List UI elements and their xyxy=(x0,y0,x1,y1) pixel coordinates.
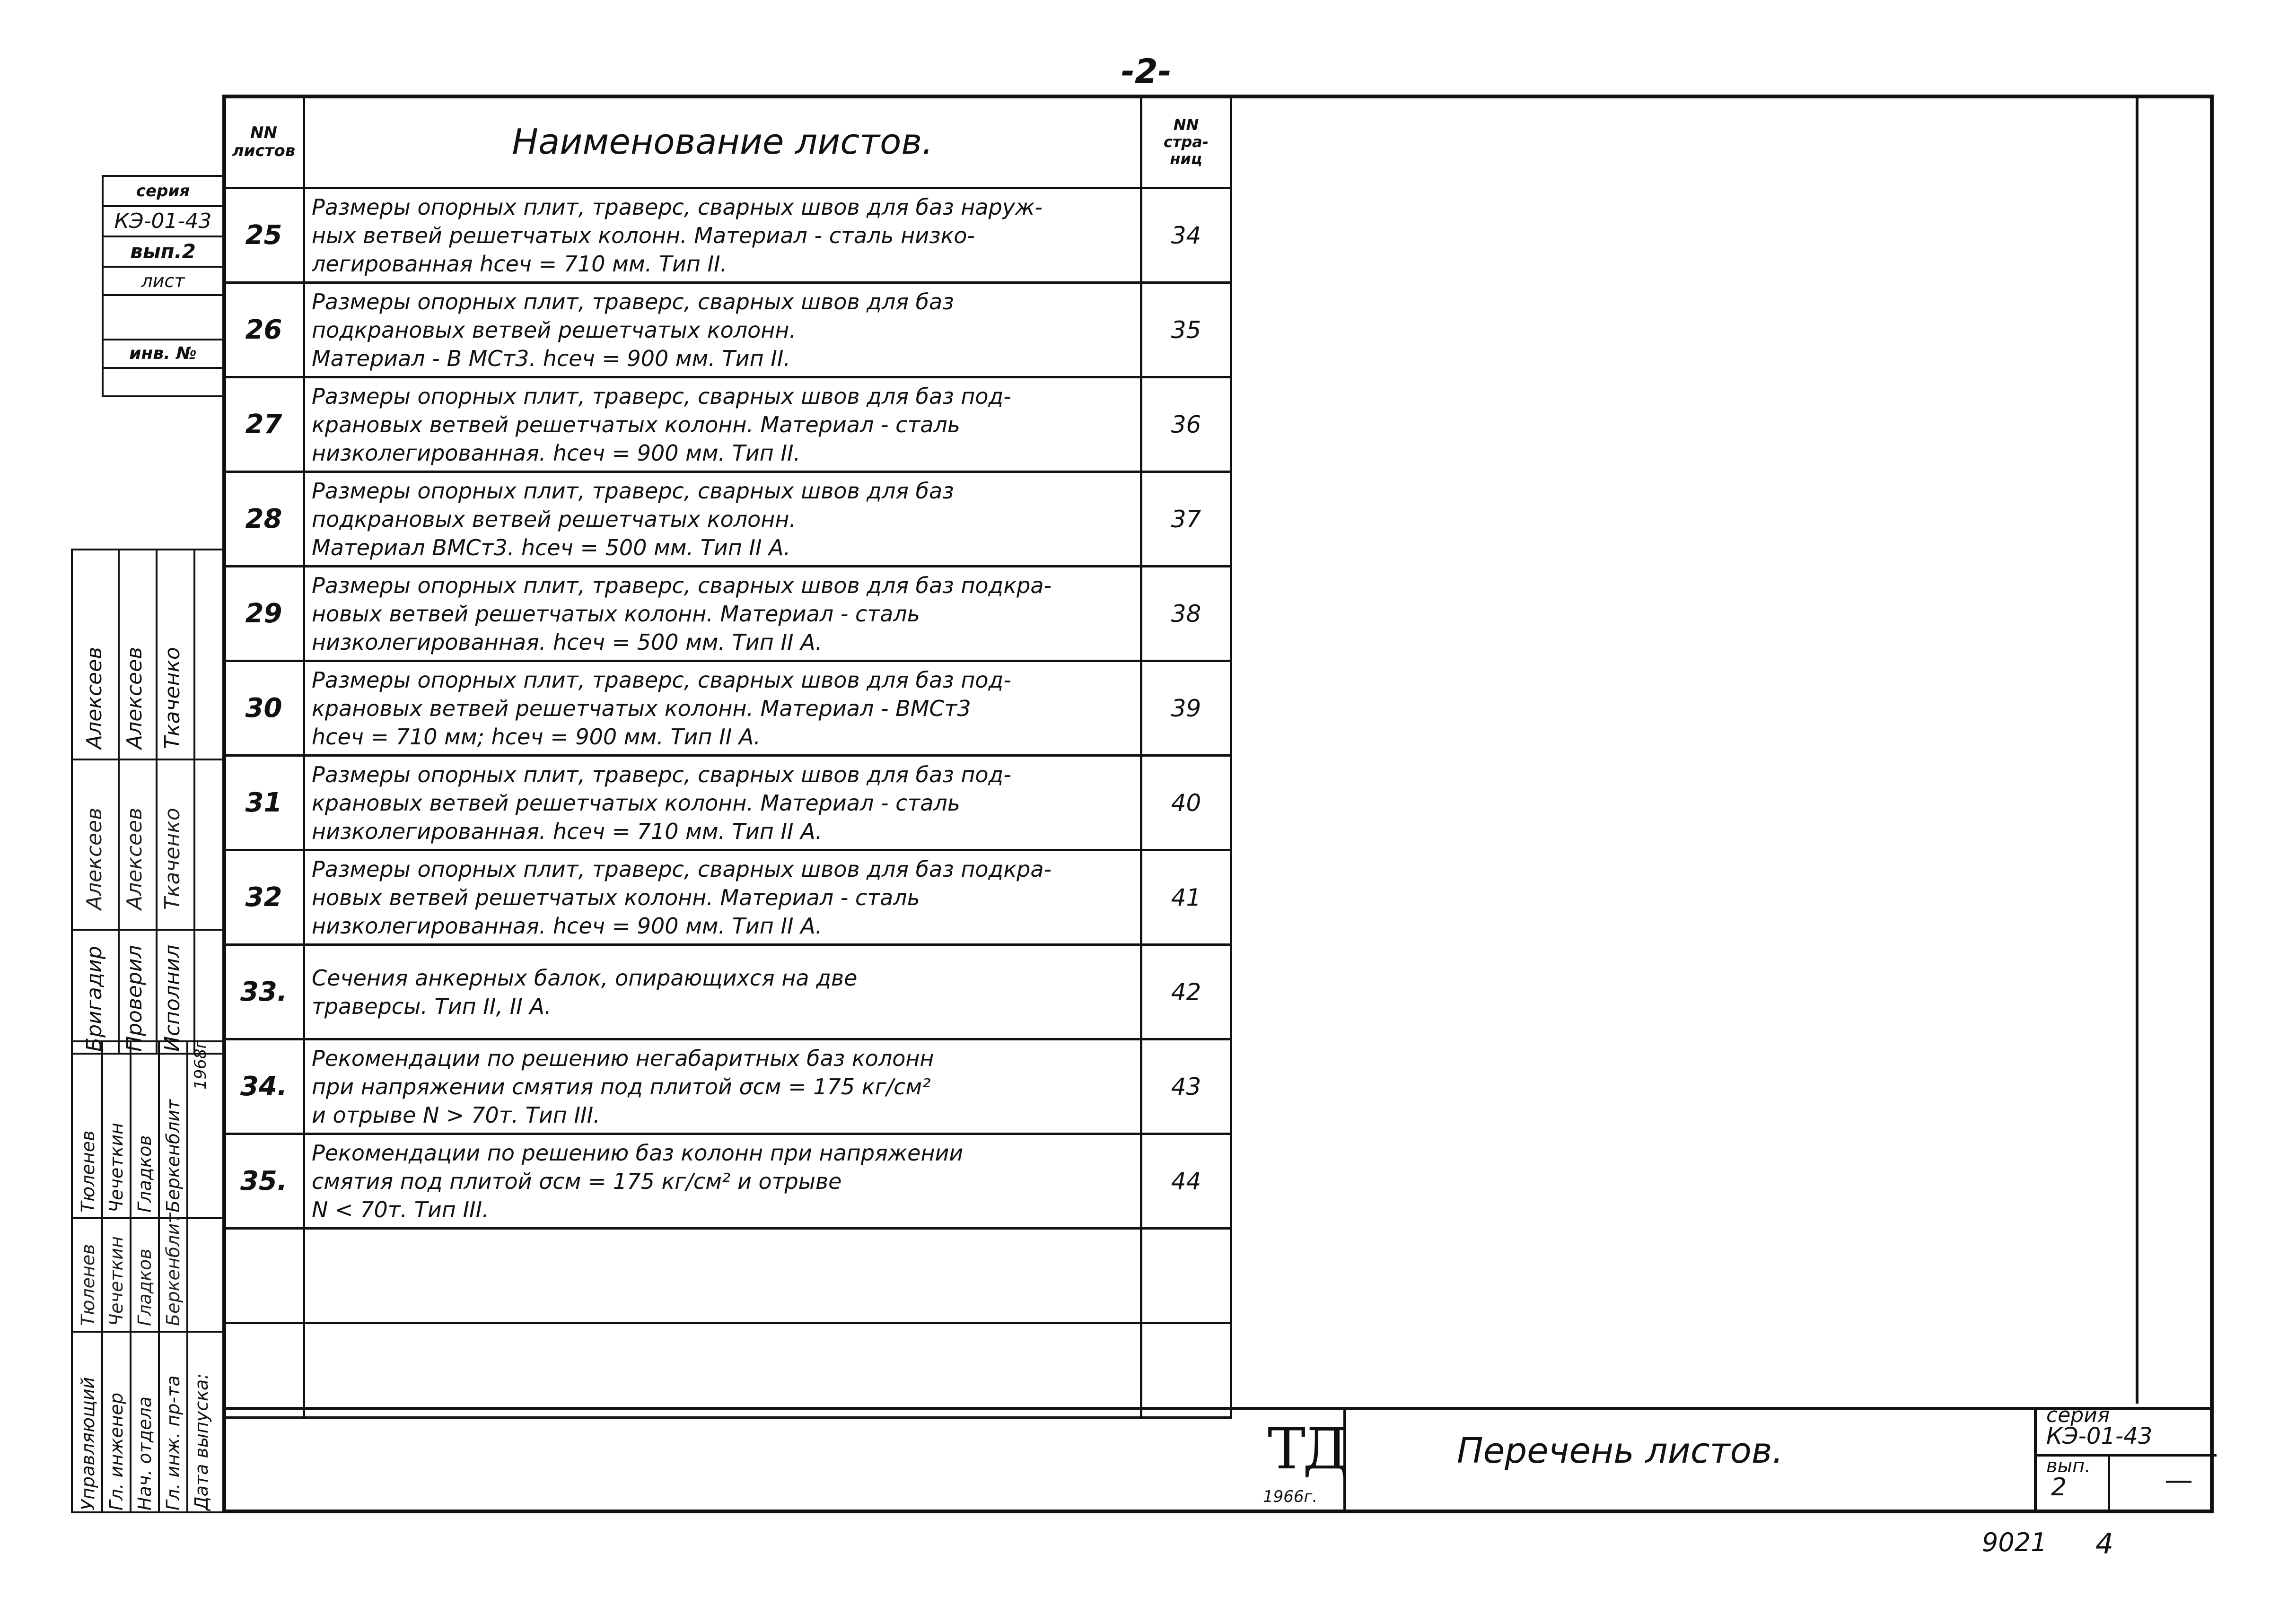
sheet-name-line: Размеры опорных плит, траверс, сварных швов для баз подкра- xyxy=(312,572,1052,598)
header-page-number: NN стра- ниц xyxy=(1141,96,1231,188)
name-project-engineer: Беркенблит xyxy=(163,1099,184,1213)
sheet-number: 32 xyxy=(224,850,304,945)
role-checked: Проверил xyxy=(123,945,147,1052)
sheet-name-line: Размеры опорных плит, траверс, сварных швов для баз xyxy=(312,288,954,314)
management-signature-stamp xyxy=(71,1040,222,1513)
sheet-name-line: Рекомендации по решению негабаритных баз колонн xyxy=(312,1045,934,1071)
sheet-number: 31 xyxy=(224,756,304,850)
table-row xyxy=(224,188,1231,283)
title-block xyxy=(1258,1403,2214,1513)
release-year: 1968г xyxy=(191,1040,210,1090)
sheet-name-line: и отрыве N > 70т. Тип III. xyxy=(312,1102,600,1128)
designer-signature-stamp xyxy=(71,549,222,1055)
name-chief-engineer: Чечеткин xyxy=(106,1123,127,1213)
page-number-cell: 36 xyxy=(1141,377,1231,472)
sheet-name-line: Размеры опорных плит, траверс, сварных швов для баз под- xyxy=(312,667,1011,693)
sheet-name-line: Размеры опорных плит, траверс, сварных швов для баз xyxy=(312,478,954,504)
sheet-number: 27 xyxy=(224,377,304,472)
empty-cell xyxy=(304,1323,1141,1418)
empty-cell xyxy=(1141,1323,1231,1418)
table-row xyxy=(224,1039,1231,1134)
table-row xyxy=(224,661,1231,756)
sheet-name-line: Рекомендации по решению баз колонн при напряжении xyxy=(312,1140,964,1166)
sheet-name-line: крановых ветвей решетчатых колонн. Материал - ВМСт3 xyxy=(312,695,971,721)
sheet-name xyxy=(304,377,1141,472)
series-label: серия xyxy=(2046,1403,2110,1427)
page-number-cell: 34 xyxy=(1141,188,1231,283)
role-dept-head: Нач. отдела xyxy=(134,1396,155,1510)
sheet-name xyxy=(304,756,1141,850)
sheet-number: 28 xyxy=(224,472,304,567)
stamp-divider xyxy=(73,1331,224,1333)
empty-row xyxy=(224,1229,1231,1323)
sheet-number: 30 xyxy=(224,661,304,756)
table-row xyxy=(224,283,1231,377)
sheet-name xyxy=(304,188,1141,283)
page-number-cell: 39 xyxy=(1141,661,1231,756)
role-brigadir: Бригадир xyxy=(82,946,106,1052)
signature-performed: Ткаченко xyxy=(160,808,184,910)
series-value: КЭ-01-43 xyxy=(2046,1423,2153,1449)
table-row xyxy=(224,850,1231,945)
name-checked: Алексеев xyxy=(123,646,147,749)
sheet-name-line: крановых ветвей решетчатых колонн. Материал - сталь xyxy=(312,790,960,816)
sheet-name-line: низколегированная. hсеч = 710 мм. Тип II А. xyxy=(312,818,823,844)
empty-cell xyxy=(1141,1229,1231,1323)
series-stamp xyxy=(102,175,222,397)
sheet-name-line: низколегированная. hсеч = 900 мм. Тип II А. xyxy=(312,913,823,939)
title-block-series xyxy=(2034,1403,2217,1513)
sheet-name xyxy=(304,1039,1141,1134)
sheet-number: 34. xyxy=(224,1039,304,1134)
header-sheet-number: NN листов xyxy=(224,96,304,188)
signature-checked: Алексеев xyxy=(123,807,147,910)
signature-chief-engineer: Чечеткин xyxy=(106,1236,127,1326)
page-number-cell: 38 xyxy=(1141,567,1231,661)
page-number-cell: 42 xyxy=(1141,945,1231,1039)
name-manager: Тюленев xyxy=(78,1130,98,1213)
name-brigadir: Алексеев xyxy=(82,646,106,749)
sheet-name xyxy=(304,567,1141,661)
sheet-value: — xyxy=(2165,1464,2193,1497)
sheet-name-line: подкрановых ветвей решетчатых колонн. xyxy=(312,317,797,343)
sheet-name-line: легированная hсеч = 710 мм. Тип II. xyxy=(312,251,727,277)
page-number-cell: 44 xyxy=(1141,1134,1231,1229)
role-chief-engineer: Гл. инженер xyxy=(106,1392,127,1510)
page-number-cell: 43 xyxy=(1141,1039,1231,1134)
sheet-number: 25 xyxy=(224,188,304,283)
sheet-name-line: смятия под плитой σсм = 175 кг/см² и отрыве xyxy=(312,1168,842,1194)
sheet-name-line: hсеч = 710 мм; hсеч = 900 мм. Тип II А. xyxy=(312,724,761,750)
table-row xyxy=(224,567,1231,661)
stamp-divider xyxy=(73,929,224,931)
sheet-name-line: Материал - В МСт3. hсеч = 900 мм. Тип II. xyxy=(312,345,791,371)
stamp-divider xyxy=(73,759,224,760)
signature-project-engineer: Беркенблит xyxy=(163,1213,184,1326)
sheet-name-line: N < 70т. Тип III. xyxy=(312,1196,489,1222)
sheet-name-line: подкрановых ветвей решетчатых колонн. xyxy=(312,506,797,532)
sheet-number: 26 xyxy=(224,283,304,377)
sheet-name xyxy=(304,1134,1141,1229)
issue-label: вып. xyxy=(2046,1455,2091,1477)
role-performed: Исполнил xyxy=(160,944,184,1052)
sheet-name-line: новых ветвей решетчатых колонн. Материал - сталь xyxy=(312,884,920,910)
page-number-cell: 35 xyxy=(1141,283,1231,377)
sheet-name-line: Размеры опорных плит, траверс, сварных швов для баз под- xyxy=(312,761,1011,787)
table-row xyxy=(224,945,1231,1039)
archive-mark: 4 xyxy=(2095,1527,2114,1561)
empty-cell xyxy=(224,1323,304,1418)
sheet-name-line: ных ветвей решетчатых колонн. Материал - сталь низко- xyxy=(312,222,975,248)
page-number: -2- xyxy=(1121,52,1172,91)
frame-right-border xyxy=(2136,98,2138,1404)
name-performed: Ткаченко xyxy=(160,647,184,749)
page-number-cell: 37 xyxy=(1141,472,1231,567)
td-logo: ТД xyxy=(1268,1416,1346,1482)
page-number-cell: 41 xyxy=(1141,850,1231,945)
sheet-number: 35. xyxy=(224,1134,304,1229)
sheet-number: 29 xyxy=(224,567,304,661)
sheet-name xyxy=(304,945,1141,1039)
stamp-divider xyxy=(73,1217,224,1219)
sheet-number: 33. xyxy=(224,945,304,1039)
table-row xyxy=(224,472,1231,567)
empty-cell xyxy=(224,1229,304,1323)
empty-cell xyxy=(304,1229,1141,1323)
logo-box xyxy=(1258,1407,1346,1513)
table-row xyxy=(224,1134,1231,1229)
sheet-name-line: Размеры опорных плит, траверс, сварных швов для баз под- xyxy=(312,383,1011,409)
sheet-name-line: низколегированная. hсеч = 900 мм. Тип II. xyxy=(312,440,801,466)
logo-year: 1966г. xyxy=(1263,1487,1318,1506)
table-row xyxy=(224,377,1231,472)
issue-value: 2 xyxy=(2051,1473,2067,1501)
stamp-inv-number: инв. № xyxy=(104,340,222,369)
stamp-series-code: КЭ-01-43 xyxy=(104,207,222,237)
role-project-engineer: Гл. инж. пр-та xyxy=(163,1375,184,1510)
sheet-name-line: Материал ВМСт3. hсеч = 500 мм. Тип II А. xyxy=(312,534,791,560)
sheet-name-line: Сечения анкерных балок, опирающихся на две xyxy=(312,965,858,991)
signature-brigadir: Алексеев xyxy=(82,807,106,910)
sheet-name-line: при напряжении смятия под плитой σсм = 175 кг/см² xyxy=(312,1073,931,1100)
sheet-name-line: крановых ветвей решетчатых колонн. Материал - сталь xyxy=(312,411,960,437)
signature-dept-head: Гладков xyxy=(134,1248,155,1326)
sheet-name xyxy=(304,661,1141,756)
role-manager: Управляющий xyxy=(78,1377,98,1510)
divider xyxy=(2108,1454,2110,1513)
stamp-series-label: серия xyxy=(104,177,222,207)
sheet-name xyxy=(304,850,1141,945)
sheet-name-line: Размеры опорных плит, траверс, сварных швов для баз подкра- xyxy=(312,856,1052,882)
stamp-series-issue: вып.2 xyxy=(104,237,222,268)
sheet-name-line: низколегированная. hсеч = 500 мм. Тип II А. xyxy=(312,629,823,655)
sheet-name-line: новых ветвей решетчатых колонн. Материал - сталь xyxy=(312,601,920,627)
header-sheet-name: Наименование листов. xyxy=(304,96,1141,188)
stamp-series-sheet: лист xyxy=(104,268,222,296)
page-number-cell: 40 xyxy=(1141,756,1231,850)
archive-code: 9021 xyxy=(1982,1527,2047,1557)
sheet-name-line: Размеры опорных плит, траверс, сварных швов для баз наруж- xyxy=(312,194,1043,220)
stamp-blank xyxy=(104,296,222,340)
table-row xyxy=(224,756,1231,850)
empty-row xyxy=(224,1323,1231,1418)
name-dept-head: Гладков xyxy=(134,1135,155,1213)
sheet-name xyxy=(304,283,1141,377)
document-title: Перечень листов. xyxy=(1457,1431,1784,1471)
sheet-name xyxy=(304,472,1141,567)
sheet-list-table xyxy=(222,95,1232,1419)
signature-manager: Тюленев xyxy=(78,1244,98,1326)
sheet-name-line: траверсы. Тип II, II А. xyxy=(312,993,552,1019)
release-date-label: Дата выпуска: xyxy=(191,1373,212,1510)
